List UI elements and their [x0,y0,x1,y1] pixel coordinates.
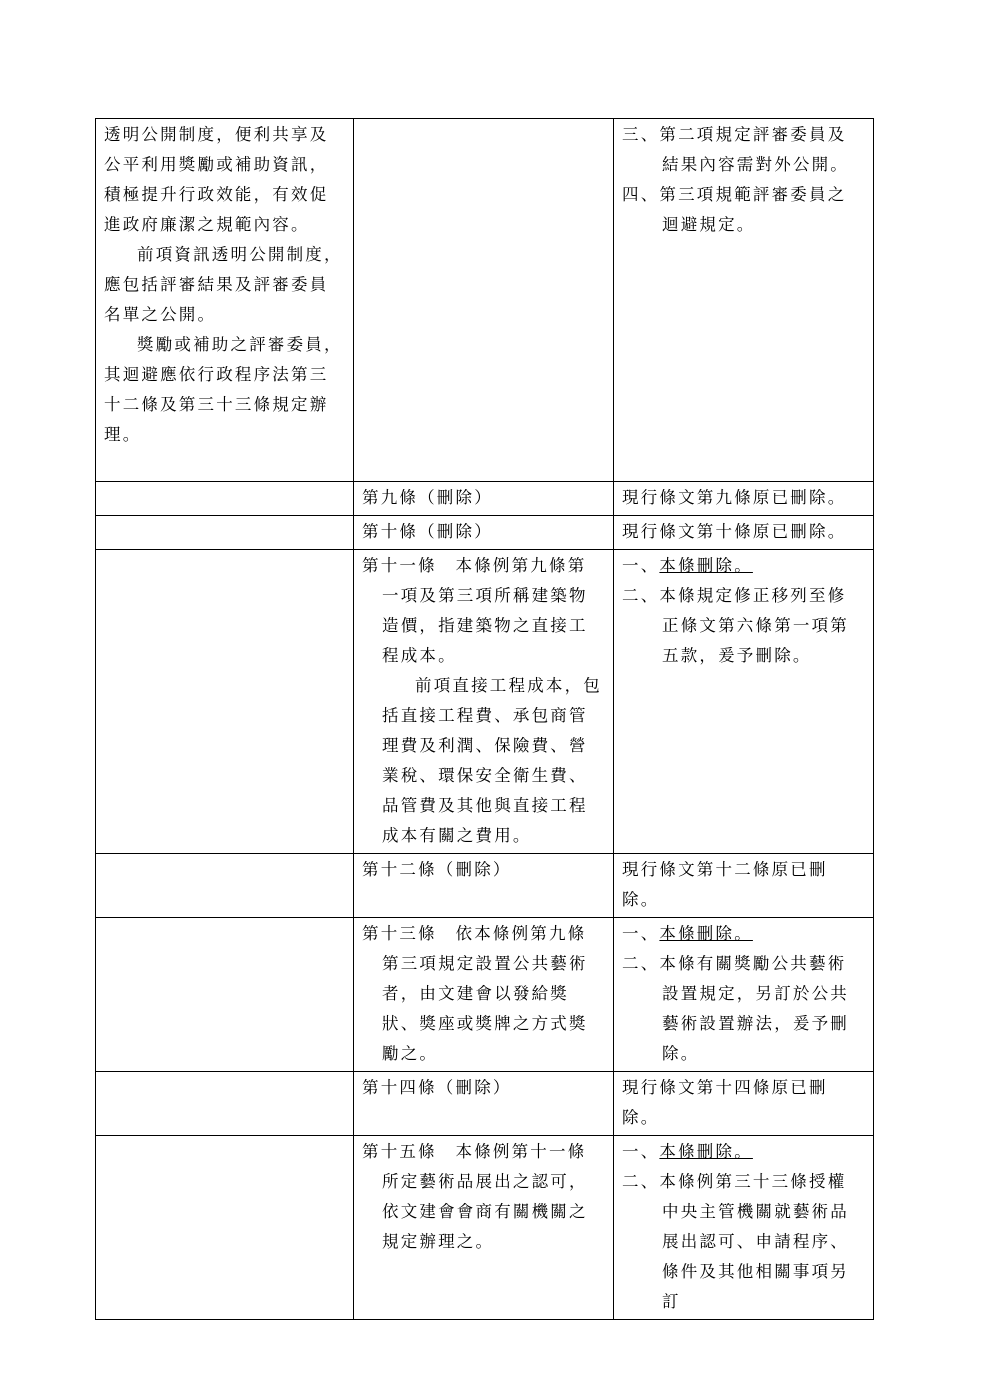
explanation-item [622,120,865,180]
item-text: 本條例第三十三條授權中央主管機關就藝術品展出認可、申請程序、條件及其他相關事項另訂 [659,1172,849,1311]
item-text: 本條有關獎勵公共藝術設置規定，另訂於公共藝術設置辦法，爰予刪除。 [659,954,849,1063]
amended-text-cell [96,550,354,854]
current-text-cell [354,516,614,550]
explanation-cell [614,918,874,1072]
current-text-cell [354,119,614,482]
explanation-cell [614,119,874,482]
table-row [96,482,874,516]
table-row [96,854,874,918]
item-number: 二、 [622,586,660,605]
explanation-cell [614,854,874,918]
amended-text-cell [96,1136,354,1320]
article-text: 第十三條 依本條例第九條第三項規定設置公共藝術者，由文建會以發給獎狀、獎座或獎牌之方式獎勵之。 [362,924,588,1063]
table-row [96,1072,874,1136]
current-text-cell [354,1136,614,1320]
explanation-text: 現行條文第十四條原已刪除。 [622,1078,828,1127]
explanation-item [622,180,865,240]
article-text: 第九條（刪除） [362,488,493,507]
explanation-cell [614,1072,874,1136]
item-text: 本條規定修正移列至修正條文第六條第一項第五款，爰予刪除。 [659,586,849,665]
explanation-text: 現行條文第十條原已刪除。 [622,522,847,541]
article-text: 第十五條 本條例第十一條所定藝術品展出之認可，依文建會會商有關機關之規定辦理之。 [362,1142,588,1251]
item-number: 一、 [622,556,660,575]
item-number: 二、 [622,1172,660,1191]
table-row [96,119,874,482]
explanation-cell [614,516,874,550]
amended-text-cell [96,918,354,1072]
current-text-cell [354,550,614,854]
paragraph: 透明公開制度，便利共享及公平利用獎勵或補助資訊，積極提升行政效能，有效促進政府廉潔之規範內容。 [104,125,329,234]
explanation-cell [614,1136,874,1320]
explanation-cell [614,482,874,516]
item-text: 本條刪除。 [659,924,753,943]
current-text-cell [354,1072,614,1136]
current-text-cell [354,918,614,1072]
amended-text-cell [96,119,354,482]
explanation-item [622,1167,865,1317]
regulation-comparison-table [95,118,874,1320]
item-text: 本條刪除。 [659,556,753,575]
paragraph: 前項資訊透明公開制度，應包括評審結果及評審委員名單之公開。 [104,245,343,324]
item-number: 一、 [622,924,660,943]
article-text: 第十一條 本條例第九條第一項及第三項所稱建築物造價，指建築物之直接工程成本。 [362,556,588,665]
item-number: 一、 [622,1142,660,1161]
current-text-cell [354,854,614,918]
paragraph: 獎勵或補助之評審委員，其迴避應依行政程序法第三十二條及第三十三條規定辦理。 [104,335,343,444]
article-text: 第十二條（刪除） [362,860,512,879]
item-text: 本條刪除。 [659,1142,753,1161]
article-text: 前項直接工程成本，包括直接工程費、承包商管理費及利潤、保險費、營業稅、環保安全衛生費、品管費及其他與直接工程成本有關之費用。 [382,676,602,845]
explanation-text: 現行條文第九條原已刪除。 [622,488,847,507]
item-number: 二、 [622,954,660,973]
explanation-cell [614,550,874,854]
explanation-item [622,1137,865,1167]
item-number: 四、 [622,185,660,204]
explanation-item [622,551,865,581]
table-row [96,918,874,1072]
amended-text-cell [96,516,354,550]
explanation-item [622,581,865,671]
article-text: 第十條（刪除） [362,522,493,541]
item-text: 第二項規定評審委員及結果內容需對外公開。 [659,125,849,174]
item-text: 第三項規範評審委員之迴避規定。 [659,185,847,234]
table-row [96,1136,874,1320]
explanation-text: 現行條文第十二條原已刪除。 [622,860,828,909]
table-row [96,550,874,854]
article-text: 第十四條（刪除） [362,1078,512,1097]
explanation-item [622,949,865,1069]
amended-text-cell [96,854,354,918]
amended-text-cell [96,482,354,516]
current-text-cell [354,482,614,516]
amended-text-cell [96,1072,354,1136]
item-number: 三、 [622,125,660,144]
explanation-item [622,919,865,949]
table-row [96,516,874,550]
